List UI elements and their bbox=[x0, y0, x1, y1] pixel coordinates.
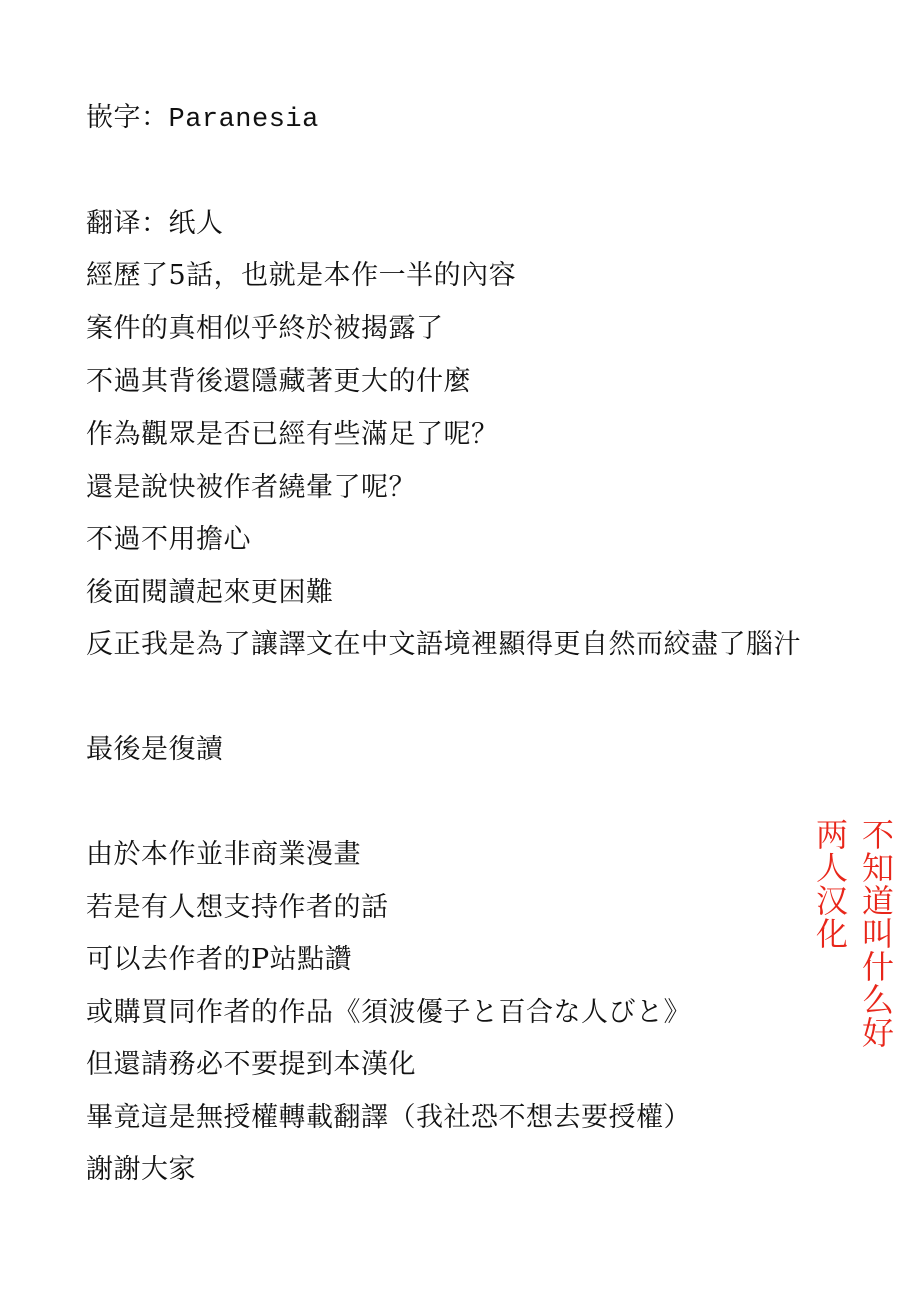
translation-credit: 翻译：纸人 bbox=[86, 208, 224, 239]
text-line: 後面閱讀起來更困難 bbox=[86, 577, 334, 608]
text-line: 反正我是為了讓譯文在中文語境裡顯得更自然而絞盡了腦汁 bbox=[86, 629, 801, 660]
text-line: 由於本作並非商業漫畫 bbox=[86, 839, 361, 870]
group-tagline-column: 两人汉化 bbox=[811, 818, 849, 950]
text-line: 畢竟這是無授權轉載翻譯（我社恐不想去要授權） bbox=[86, 1102, 691, 1133]
text-line: 經歷了5話，也就是本作一半的內容 bbox=[86, 260, 517, 291]
text-line: 案件的真相似乎終於被揭露了 bbox=[86, 313, 444, 344]
text-line: 若是有人想支持作者的話 bbox=[86, 892, 389, 923]
typesetting-credit: 嵌字：Paranesia bbox=[86, 105, 319, 135]
text-line: 謝謝大家 bbox=[86, 1154, 196, 1185]
text-line: 還是說快被作者繞暈了呢？ bbox=[86, 472, 416, 503]
text-line: 最後是復讀 bbox=[86, 734, 224, 765]
text-line: 不過其背後還隱藏著更大的什麼 bbox=[86, 366, 471, 397]
text-line: 或購買同作者的作品《須波優子と百合な人びと》 bbox=[86, 997, 691, 1028]
text-line: 不過不用擔心 bbox=[86, 524, 251, 555]
group-name-column: 不知道叫什么好 bbox=[857, 818, 895, 1049]
text-line: 作為觀眾是否已經有些滿足了呢？ bbox=[86, 419, 499, 450]
text-line: 可以去作者的P站點讚 bbox=[86, 944, 353, 975]
text-line: 但還請務必不要提到本漢化 bbox=[86, 1049, 416, 1080]
